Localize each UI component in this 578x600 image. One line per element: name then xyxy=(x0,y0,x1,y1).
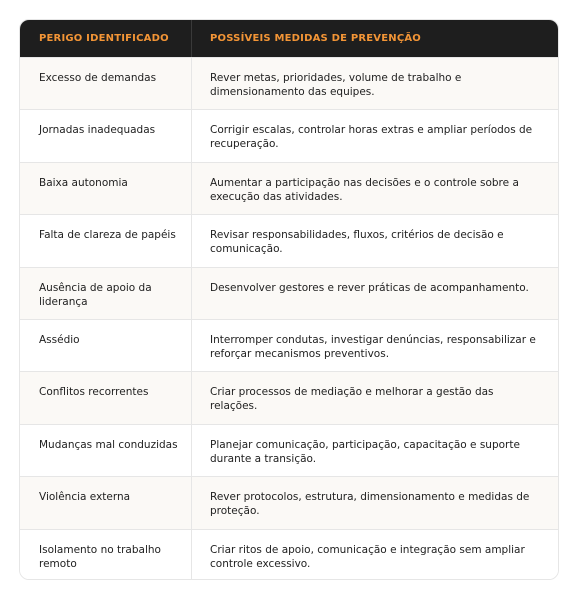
measure-cell: Criar processos de mediação e melhorar a gestão das relações. xyxy=(210,386,494,413)
table-row xyxy=(20,529,558,580)
hazard-cell: Assédio xyxy=(20,320,192,371)
table-row xyxy=(20,371,558,423)
table-header xyxy=(20,20,558,57)
table-row xyxy=(20,267,558,319)
measure-cell: Criar ritos de apoio, comunicação e integração sem ampliar controle excessivo. xyxy=(210,543,525,570)
measure-cell: Rever protocolos, estrutura, dimensionamento e medidas de proteção. xyxy=(210,491,530,518)
hazard-cell: Falta de clareza de papéis xyxy=(20,215,192,266)
table-row xyxy=(20,162,558,214)
prevention-table xyxy=(19,19,559,580)
header-hazard: PERIGO IDENTIFICADO xyxy=(20,20,192,57)
measure-cell: Aumentar a participação nas decisões e o controle sobre a execução das atividades. xyxy=(210,176,519,203)
hazard-cell: Jornadas inadequadas xyxy=(20,110,192,161)
measure-cell: Corrigir escalas, controlar horas extras e ampliar períodos de recuperação. xyxy=(210,124,533,151)
hazard-cell: Ausência de apoio da liderança xyxy=(20,268,192,319)
table-row xyxy=(20,424,558,476)
table-row xyxy=(20,476,558,528)
hazard-cell: Conflitos recorrentes xyxy=(20,372,192,423)
table-row xyxy=(20,109,558,161)
header-measures: POSSÍVEIS MEDIDAS DE PREVENÇÃO xyxy=(210,33,421,44)
table-row xyxy=(20,319,558,371)
hazard-cell: Violência externa xyxy=(20,477,192,528)
measure-cell: Revisar responsabilidades, fluxos, critérios de decisão e comunicação. xyxy=(210,229,504,256)
hazard-cell: Baixa autonomia xyxy=(20,163,192,214)
hazard-cell: Excesso de demandas xyxy=(20,58,192,109)
hazard-cell: Mudanças mal conduzidas xyxy=(20,425,192,476)
measure-cell: Rever metas, prioridades, volume de trabalho e dimensionamento das equipes. xyxy=(210,72,462,98)
table-row xyxy=(20,214,558,266)
measure-cell: Interromper condutas, investigar denúncias, responsabilizar e reforçar mecanismos preventivos. xyxy=(210,333,536,360)
measure-cell: Planejar comunicação, participação, capacitação e suporte durante a transição. xyxy=(210,438,520,465)
hazard-cell: Isolamento no trabalho remoto xyxy=(20,530,192,580)
table-row xyxy=(20,57,558,109)
measure-cell: Desenvolver gestores e rever práticas de acompanhamento. xyxy=(210,281,529,294)
